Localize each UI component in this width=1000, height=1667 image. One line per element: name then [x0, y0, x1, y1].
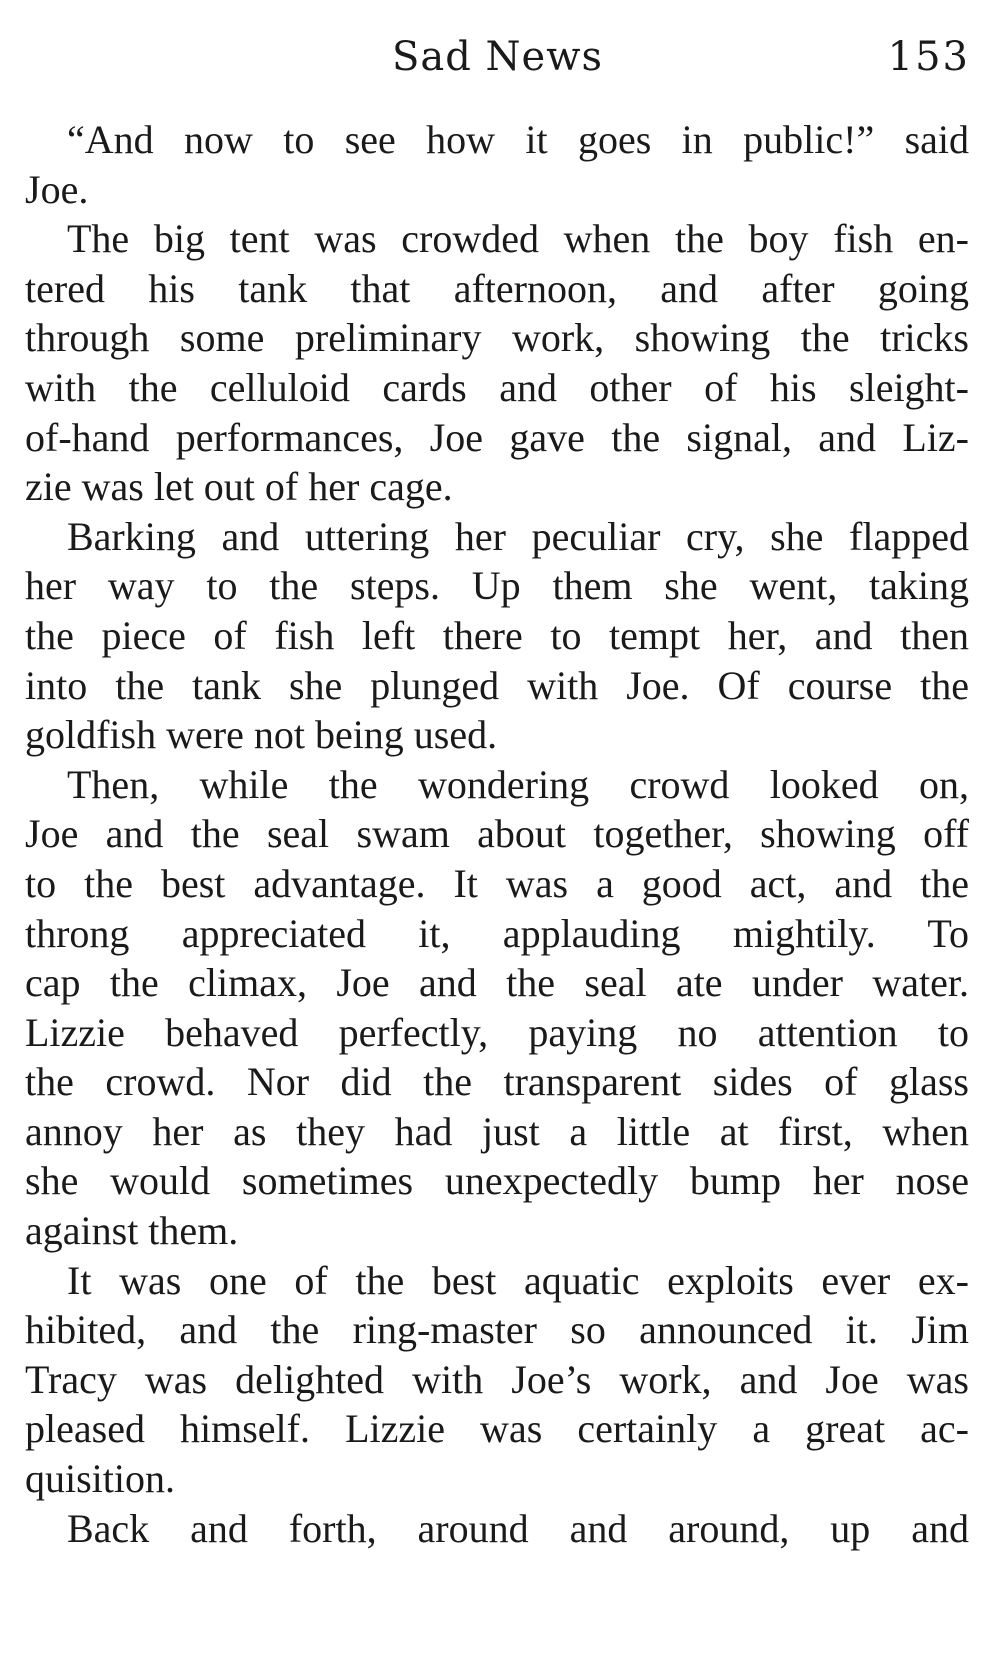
paragraph [25, 115, 969, 214]
text-line: her way to the steps. Up them she went, taking [25, 563, 969, 609]
text-line: Back and forth, around and around, up and [67, 1505, 969, 1551]
text-line: goldfish were not being used. [25, 712, 498, 758]
text-line: Barking and uttering her peculiar cry, she flapped [67, 513, 969, 559]
text-line: Then, while the wondering crowd looked on, [67, 761, 969, 807]
text-line: annoy her as they had just a little at first, when [25, 1108, 969, 1154]
text-line: The big tent was crowded when the boy fish en- [67, 216, 969, 262]
text-line: Tracy was delighted with Joe’s work, and Joe was [25, 1356, 969, 1402]
paragraph [25, 512, 969, 760]
text-line: with the celluloid cards and other of his sleight- [25, 364, 969, 410]
text-line: It was one of the best aquatic exploits ever ex- [67, 1257, 969, 1303]
text-line: throng appreciated it, applauding mightily. To [25, 910, 969, 956]
page-number: 153 [887, 34, 970, 80]
text-line: quisition. [25, 1456, 176, 1502]
text-line: cap the climax, Joe and the seal ate under water. [25, 960, 969, 1006]
body-text [25, 115, 969, 1553]
text-line: through some preliminary work, showing the tricks [25, 315, 969, 361]
text-line: “And now to see how it goes in public!” said [67, 117, 969, 162]
text-line: the piece of fish left there to tempt her, and then [25, 612, 969, 658]
text-line: the crowd. Nor did the transparent sides of glass [25, 1059, 969, 1105]
text-line: of-hand performances, Joe gave the signal, and Liz- [25, 414, 969, 460]
text-line: to the best advantage. It was a good act, and the [25, 860, 969, 906]
text-line: zie was let out of her cage. [25, 464, 453, 510]
text-line: into the tank she plunged with Joe. Of course the [25, 662, 969, 708]
paragraph [25, 1256, 969, 1504]
running-title: Sad News [391, 34, 603, 80]
text-line: she would sometimes unexpectedly bump her nose [25, 1158, 969, 1204]
paragraph [25, 760, 969, 1256]
text-line: hibited, and the ring-master so announced it. Jim [25, 1307, 969, 1353]
paragraph [25, 1504, 969, 1554]
text-line: Joe and the seal swam about together, showing off [25, 811, 969, 857]
paragraph [25, 214, 969, 512]
text-line: Lizzie behaved perfectly, paying no attention to [25, 1009, 969, 1055]
text-line: tered his tank that afternoon, and after going [25, 265, 969, 311]
text-line: against them. [25, 1208, 239, 1254]
text-line: Joe. [25, 166, 89, 212]
text-line: pleased himself. Lizzie was certainly a great ac- [25, 1406, 969, 1452]
running-head [25, 34, 970, 94]
